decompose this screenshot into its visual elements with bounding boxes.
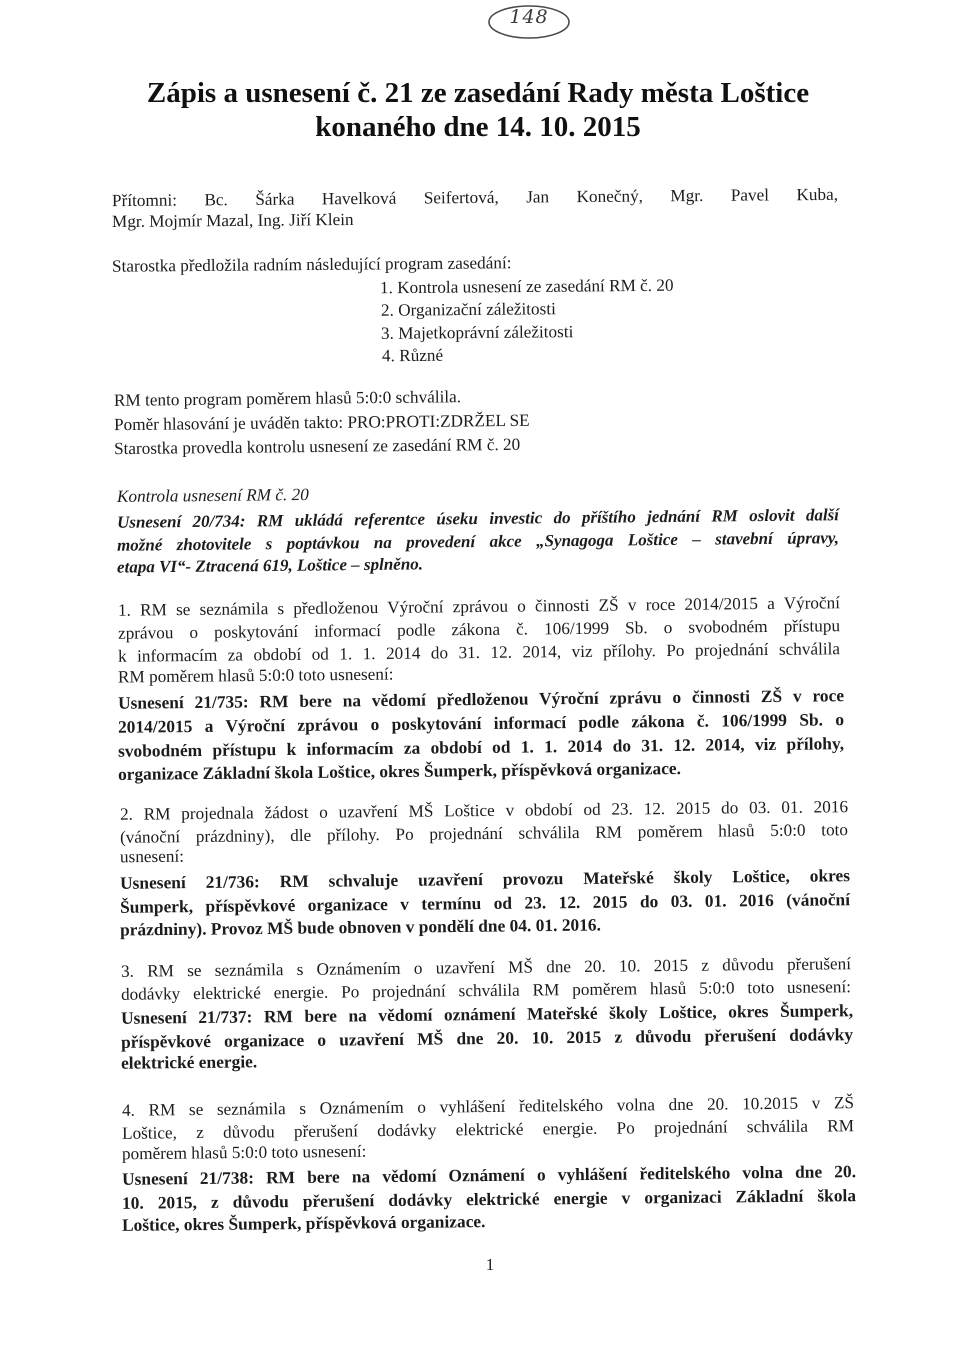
program-approval: RM tento program poměrem hlasů 5:0:0 schválila. bbox=[113, 387, 462, 410]
control-heading: Kontrola usnesení RM č. 20 bbox=[116, 484, 309, 507]
section-1-text: k informacím za období od 1. 1. 2014 do 31. 12. 2014, viz přílohy. Po projednání schválila bbox=[117, 639, 841, 666]
page-number: 1 bbox=[485, 1255, 495, 1274]
resolution-21-736: prázdniny). Provoz MŠ bude obnoven v pondělí dne 04. 01. 2016. bbox=[119, 914, 601, 940]
control-resolution-line: Usnesení 20/734: RM ukládá referentce úseku investic do příštího jednání RM oslovit další bbox=[116, 505, 840, 532]
attendance-line-1: Přítomni: Bc. Šárka Havelková Seifertová, Jan Konečný, Mgr. Pavel Kuba, bbox=[111, 184, 839, 211]
program-item: 1. Kontrola usnesení ze zasedání RM č. 20 bbox=[379, 275, 674, 298]
stamp-number: 148 bbox=[509, 6, 549, 28]
program-item: 4. Různé bbox=[381, 345, 444, 366]
attendance-line-2: Mgr. Mojmír Mazal, Ing. Jiří Klein bbox=[111, 209, 354, 232]
section-2-text: (vánoční prázdniny), dle přílohy. Po projednání schválila RM poměrem hlasů 5:0:0 toto bbox=[119, 820, 849, 847]
section-2-text: usnesení: bbox=[119, 846, 185, 867]
resolution-21-735: organizace Základní škola Loštice, okres Šumperk, příspěvková organizace. bbox=[117, 758, 682, 784]
section-1-text: zprávou o poskytování informací podle zákona č. 106/1999 Sb. o svobodném přístupu bbox=[117, 616, 841, 643]
resolution-21-735: svobodném přístupu k informacím za období od 1. 1. 2014 do 31. 12. 2014, viz přílohy, bbox=[117, 733, 845, 761]
handwritten-stamp bbox=[483, 2, 575, 42]
section-4-text: Loštice, z důvodu přerušení dodávky elektrické energie. Po projednání schválila RM bbox=[121, 1116, 855, 1143]
voting-ratio-note: Poměr hlasování je uváděn takto: PRO:PROTI:ZDRŽEL SE bbox=[113, 410, 530, 435]
resolution-21-735: Usnesení 21/735: RM bere na vědomí předloženou Výroční zprávu o činnosti ZŠ v roce bbox=[117, 685, 845, 713]
resolution-21-735: 2014/2015 a Výroční zprávou o poskytování informací podle zákona č. 106/1999 Sb. o bbox=[117, 709, 845, 737]
resolution-21-737: Usnesení 21/737: RM bere na vědomí oznámení Mateřské školy Loštice, okres Šumperk, bbox=[120, 1000, 854, 1028]
program-item: 2. Organizační záležitosti bbox=[380, 299, 556, 320]
section-3-text: dodávky elektrické energie. Po projednání schválila RM poměrem hlasů 5:0:0 toto usnesení: bbox=[120, 977, 852, 1004]
title-line-2: konaného dne 14. 10. 2015 bbox=[315, 111, 641, 143]
control-resolution-line: možné zhotovitele s poptávkou na provedení akce „Synagoga Loštice – stavební úpravy, bbox=[116, 528, 840, 555]
program-item: 3. Majetkoprávní záležitosti bbox=[380, 322, 574, 343]
section-4-text: poměrem hlasů 5:0:0 toto usnesení: bbox=[121, 1141, 367, 1164]
resolution-21-736: Šumperk, příspěvkové organizace v termínu od 23. 12. 2015 do 03. 01. 2016 (vánoční bbox=[119, 889, 851, 917]
resolution-21-738: Loštice, okres Šumperk, příspěvková organizace. bbox=[121, 1211, 486, 1235]
section-1-text: 1. RM se seznámila s předloženou Výroční zprávou o činnosti ZŠ v roce 2014/2015 a Výroční bbox=[117, 593, 841, 620]
section-4-text: 4. RM se seznámila s Oznámením o vyhlášení ředitelského volna dne 20. 10.2015 v ZŠ bbox=[121, 1093, 855, 1120]
resolution-21-737: příspěvkové organizace o uzavření MŠ dne 20. 10. 2015 z důvodu přerušení dodávky bbox=[120, 1024, 854, 1052]
section-3-text: 3. RM se seznámila s Oznámením o uzavření MŠ dne 20. 10. 2015 z důvodu přerušení bbox=[120, 954, 852, 981]
resolution-21-738: Usnesení 21/738: RM bere na vědomí Oznámení o vyhlášení ředitelského volna dne 20. bbox=[121, 1161, 857, 1189]
section-2-text: 2. RM projednala žádost o uzavření MŠ Loštice v období od 23. 12. 2015 do 03. 01. 2016 bbox=[119, 797, 849, 824]
control-resolution-line: etapa VI“- Ztracená 619, Loštice – splněno. bbox=[116, 554, 424, 577]
section-1-text: RM poměrem hlasů 5:0:0 toto usnesení: bbox=[117, 664, 394, 687]
resolution-21-738: 10. 2015, z důvodu přerušení dodávky elektrické energie v organizaci Základní škola bbox=[121, 1185, 857, 1213]
resolution-21-736: Usnesení 21/736: RM schvaluje uzavření provozu Mateřské školy Loštice, okres bbox=[119, 865, 851, 893]
title-line-1: Zápis a usnesení č. 21 ze zasedání Rady města Loštice bbox=[146, 77, 810, 109]
control-statement: Starostka provedla kontrolu usnesení ze zasedání RM č. 20 bbox=[113, 434, 521, 459]
resolution-21-737: elektrické energie. bbox=[120, 1051, 258, 1073]
program-intro: Starostka předložila radním následující program zasedání: bbox=[111, 253, 512, 276]
